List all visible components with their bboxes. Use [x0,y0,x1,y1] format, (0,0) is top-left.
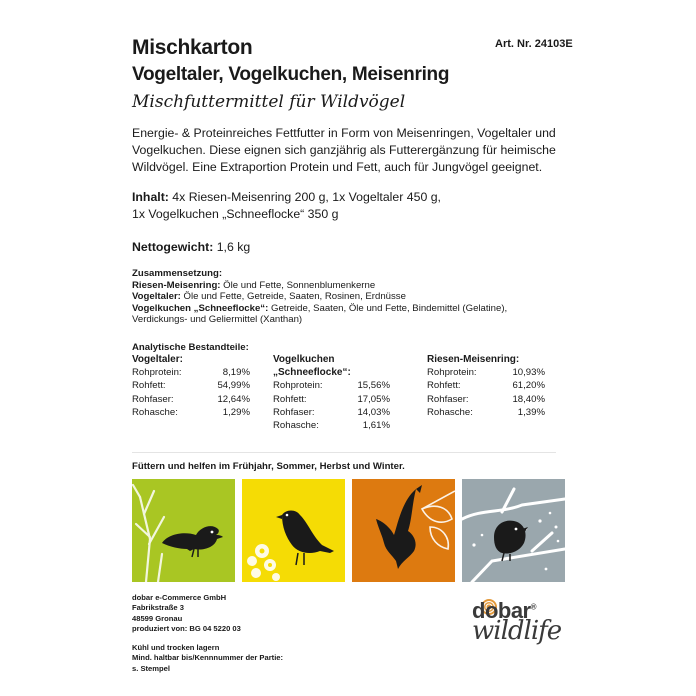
intro-line: Vogelkuchen. Diese eignen sich ganzjährig als Futterergänzung für heimische [132,143,556,157]
net-weight-value: 1,6 kg [213,240,251,254]
analytics-value: 1,29% [222,406,250,418]
analytics-row [427,406,545,419]
analytics-name: Rohfett: [273,393,307,405]
logo-brand: dobar® [472,598,537,623]
composition-item-text: Getreide, Saaten, Öle und Fette, Bindemittel (Gelatine), [268,302,508,314]
net-weight [132,240,250,254]
analytics-heading: Analytische Bestandteile: [132,342,249,353]
storage-line: Kühl und trocken lagern [132,643,220,652]
analytics-value: 17,05% [357,393,390,405]
analytics-row [132,406,250,419]
composition-item-label: Vogeltaler: [132,291,181,303]
analytics-value: 15,56% [357,380,390,392]
autumn-illustration [352,479,455,582]
analytics-name: Rohasche: [132,406,178,418]
analytics-row [132,379,250,392]
analytics-name: Rohasche: [273,420,319,432]
summer-illustration [242,479,345,582]
logo-tagline: wildlife [472,616,562,646]
bird-eye [515,528,518,531]
analytics-value: 12,64% [217,393,250,405]
analytics-name: Rohfett: [132,380,166,392]
analytics-column-meisenring [427,353,545,419]
bird-eye [286,514,289,517]
company-street: Fabrikstraße 3 [132,603,184,613]
composition-item [132,291,572,303]
analytics-value: 1,39% [517,406,545,418]
analytics-name: Rohfett: [427,380,461,392]
spring-illustration [132,479,235,582]
contents-section [132,189,572,223]
analytics-name: Rohasche: [427,406,473,418]
analytics-column-vogelkuchen [273,353,390,432]
analytics-column-title: Riesen-Meisenring: [427,354,520,365]
product-subtitle: Vogeltaler, Vogelkuchen, Meisenring [132,64,450,85]
composition-section [132,268,572,326]
analytics-row [427,393,545,406]
composition-item [132,303,572,315]
company-name: dobar e-Commerce GmbH [132,593,227,602]
composition-item-text: Öle und Fette, Getreide, Saaten, Rosinen, Erdnüsse [180,291,406,303]
analytics-value: 18,40% [512,393,545,405]
analytics-value: 1,61% [362,420,390,432]
composition-item [132,280,572,292]
analytics-name: Rohprotein: [427,367,477,379]
analytics-value: 10,93% [512,367,545,379]
intro-text [132,125,572,176]
article-number: Art. Nr. 24103E [495,38,573,50]
winter-panel [462,479,565,582]
analytics-row [273,406,390,419]
company-producer: produziert von: BG 04 5220 03 [132,624,241,634]
analytics-name: Rohfaser: [427,393,469,405]
seasons-text: Füttern und helfen im Frühjahr, Sommer, Herbst und Winter. [132,461,405,472]
analytics-value: 8,19% [222,367,250,379]
intro-line: Energie- & Proteinreiches Fettfutter in Form von Meisenringen, Vogeltaler und [132,126,556,140]
product-title: Mischkarton [132,36,253,59]
storage-line: s. Stempel [132,663,170,673]
analytics-value: 14,03% [357,406,390,418]
analytics-row [427,379,545,392]
analytics-name: Rohprotein: [132,367,182,379]
composition-item-text: Öle und Fette, Sonnenblumenkerne [220,279,376,291]
composition-heading: Zusammensetzung: [132,268,223,279]
company-city: 48599 Gronau [132,613,183,623]
bird-eye [211,531,214,534]
analytics-column-vogeltaler [132,353,250,419]
analytics-row [273,393,390,406]
analytics-row [427,366,545,379]
divider [132,452,556,453]
summer-panel [242,479,345,582]
net-weight-label: Nettogewicht: [132,240,214,254]
analytics-name: Rohfaser: [132,393,174,405]
analytics-name: Rohprotein: [273,380,323,392]
composition-continuation: Verdickungs- und Geliermittel (Xanthan) [132,314,303,326]
winter-illustration [462,479,565,582]
autumn-panel [352,479,455,582]
storage-info [132,643,283,674]
analytics-row [273,379,390,392]
company-info [132,593,241,635]
spring-panel [132,479,235,582]
product-category: Mischfuttermittel für Wildvögel [132,92,406,112]
intro-line: Wildvögel. Eine Extraportion Protein und Fett, auch für Jungvögel geeignet. [132,160,543,174]
composition-item-label: Riesen-Meisenring: [132,279,221,291]
analytics-value: 54,99% [217,380,250,392]
analytics-name: Rohfaser: [273,406,315,418]
contents-line: 4x Riesen-Meisenring 200 g, 1x Vogeltaler 450 g, [168,190,441,204]
analytics-row [132,393,250,406]
storage-line: Mind. haltbar bis/Kennnummer der Partie: [132,653,284,663]
contents-label: Inhalt: [132,190,169,204]
dobar-wildlife-logo [460,592,580,650]
analytics-row [132,366,250,379]
contents-line: 1x Vogelkuchen „Schneeflocke“ 350 g [132,207,339,221]
analytics-value: 61,20% [512,380,545,392]
analytics-row [273,419,390,432]
composition-item-label: Vogelkuchen „Schneeflocke“: [132,302,269,314]
analytics-column-title: Vogeltaler: [132,354,183,365]
analytics-column-title: Vogelkuchen „Schneeflocke“: [273,354,351,379]
